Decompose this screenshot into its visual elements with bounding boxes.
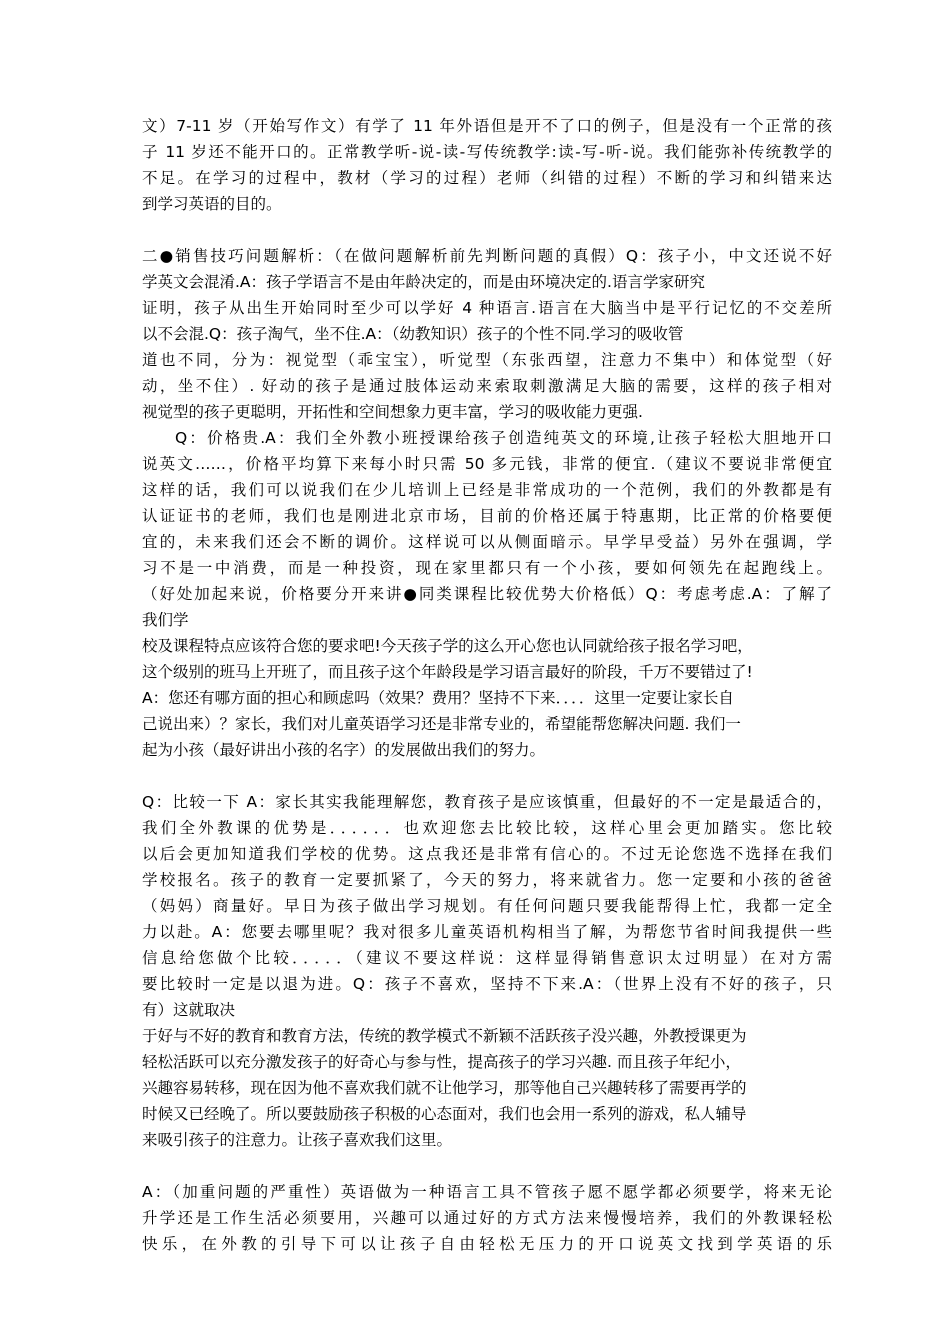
text-line: 于好与不好的教育和教育方法，传统的教学模式不新颖不活跃孩子没兴趣，外教授课更为 (142, 1027, 747, 1045)
text-line: Q：比较一下 A：家长其实我能理解您，教育孩子是应该慎重，但最好的不一定是最适合的， (142, 793, 832, 811)
text-line: 视觉型的孩子更聪明，开拓性和空间想象力更丰富，学习的吸收能力更强. (142, 403, 643, 421)
text-line: 到学习英语的目的。 (142, 195, 282, 213)
text-line: 以后会更加知道我们学校的优势。这点我还是非常有信心的。不过无论您选不选择在我们 (142, 845, 832, 863)
text-line: 以不会混.Q：孩子淘气，坐不住.A：（幼教知识）孩子的个性不同.学习的吸收管 (142, 325, 684, 343)
text-line: 我们全外教课的优势是．．．．．．也欢迎您去比较比较，这样心里会更加踏实。您比较 (142, 819, 832, 837)
text-line: 升学还是工作生活必须要用，兴趣可以通过好的方式方法来慢慢培养，我们的外教课轻松 (142, 1209, 832, 1227)
text-line: 这样的话，我们可以说我们在少儿培训上已经是非常成功的一个范例，我们的外教都是有 (142, 481, 832, 499)
text-line: 不足。在学习的过程中，教材（学习的过程）老师（纠错的过程）不断的学习和纠错来达 (142, 169, 832, 187)
text-line: 证明，孩子从出生开始同时至少可以学好 4 种语言.语言在大脑当中是平行记忆的不交差所 (142, 299, 832, 317)
text-line: 学校报名。孩子的教育一定要抓紧了，今天的努力，将来就省力。您一定要和小孩的爸爸 (142, 871, 832, 889)
text-line: 习不是一中消费，而是一种投资，现在家里都只有一个小孩，要如何领先在起跑线上。 (142, 559, 832, 577)
text-line: A：您还有哪方面的担心和顾虑吗（效果？费用？坚持不下来．．．．这里一定要让家长自 (142, 689, 734, 707)
text-line: 力以赴。A：您要去哪里呢？我对很多儿童英语机构相当了解，为帮您节省时间我提供一些 (142, 923, 832, 941)
text-line: 说英文……，价格平均算下来每小时只需 50 多元钱，非常的便宜.（建议不要说非常便宜 (142, 455, 832, 473)
text-line: A：（加重问题的严重性）英语做为一种语言工具不管孩子愿不愿学都必须要学，将来无论 (142, 1183, 832, 1201)
text-line: 我们学 (142, 611, 189, 629)
text-line: 有）这就取决 (142, 1001, 236, 1019)
text-line: 时候又已经晚了。所以要鼓励孩子积极的心态面对，我们也会用一系列的游戏，私人辅导 (142, 1105, 747, 1123)
text-line: 动，坐不住）. 好动的孩子是通过肢体运动来索取刺激满足大脑的需要，这样的孩子相对 (142, 377, 832, 395)
text-line: 子 11 岁还不能开口的。正常教学听-说-读-写传统教学:读-写-听-说。我们能弥补传统教学的 (142, 143, 832, 161)
text-line: 认证证书的老师，我们也是刚进北京市场，目前的价格还属于特惠期，比正常的价格要便 (142, 507, 832, 525)
text-line: 文）7-11 岁（开始写作文）有学了 11 年外语但是开不了口的例子，但是没有一个正常的孩 (142, 117, 832, 135)
text-line: 己说出来）？家长，我们对儿童英语学习还是非常专业的，希望能帮您解决问题. 我们一 (142, 715, 741, 733)
text-line: 校及课程特点应该符合您的要求吧!今天孩子学的这么开心您也认同就给孩子报名学习吧， (142, 637, 753, 655)
text-line: 二●销售技巧问题解析：（在做问题解析前先判断问题的真假）Q：孩子小，中文还说不好 (142, 247, 832, 265)
text-line: （好处加起来说，价格要分开来讲●同类课程比较优势大价格低）Q：考虑考虑.A：了解了 (142, 585, 832, 603)
text-line: Q：价格贵.A：我们全外教小班授课给孩子创造纯英文的环境,让孩子轻松大胆地开口 (175, 429, 832, 447)
text-line: （妈妈）商量好。早日为孩子做出学习规划。有任何问题只要我能帮得上忙，我都一定全 (142, 897, 832, 915)
text-line: 信息给您做个比较．．．．．（建议不要这样说：这样显得销售意识太过明显）在对方需 (142, 949, 832, 967)
text-line: 学英文会混淆.A：孩子学语言不是由年龄决定的，而是由环境决定的.语言学家研究 (142, 273, 705, 291)
text-line: 起为小孩（最好讲出小孩的名字）的发展做出我们的努力。 (142, 741, 546, 759)
text-line: 来吸引孩子的注意力。让孩子喜欢我们这里。 (142, 1131, 453, 1149)
text-line: 道也不同，分为：视觉型（乖宝宝），听觉型（东张西望，注意力不集中）和体觉型（好 (142, 351, 832, 369)
text-line: 快乐，在外教的引导下可以让孩子自由轻松无压力的开口说英文找到学英语的乐 (142, 1235, 832, 1253)
text-line: 轻松活跃可以充分激发孩子的好奇心与参与性，提高孩子的学习兴趣. 而且孩子年纪小， (142, 1053, 741, 1071)
text-line: 要比较时一定是以退为进。Q：孩子不喜欢，坚持不下来.A：（世界上没有不好的孩子，只 (142, 975, 832, 993)
text-line: 兴趣容易转移，现在因为他不喜欢我们就不让他学习，那等他自己兴趣转移了需要再学的 (142, 1079, 747, 1097)
text-line: 这个级别的班马上开班了，而且孩子这个年龄段是学习语言最好的阶段，千万不要错过了! (142, 663, 753, 681)
text-line: 宜的，未来我们还会不断的调价。这样说可以从侧面暗示。早学早受益）另外在强调，学 (142, 533, 832, 551)
